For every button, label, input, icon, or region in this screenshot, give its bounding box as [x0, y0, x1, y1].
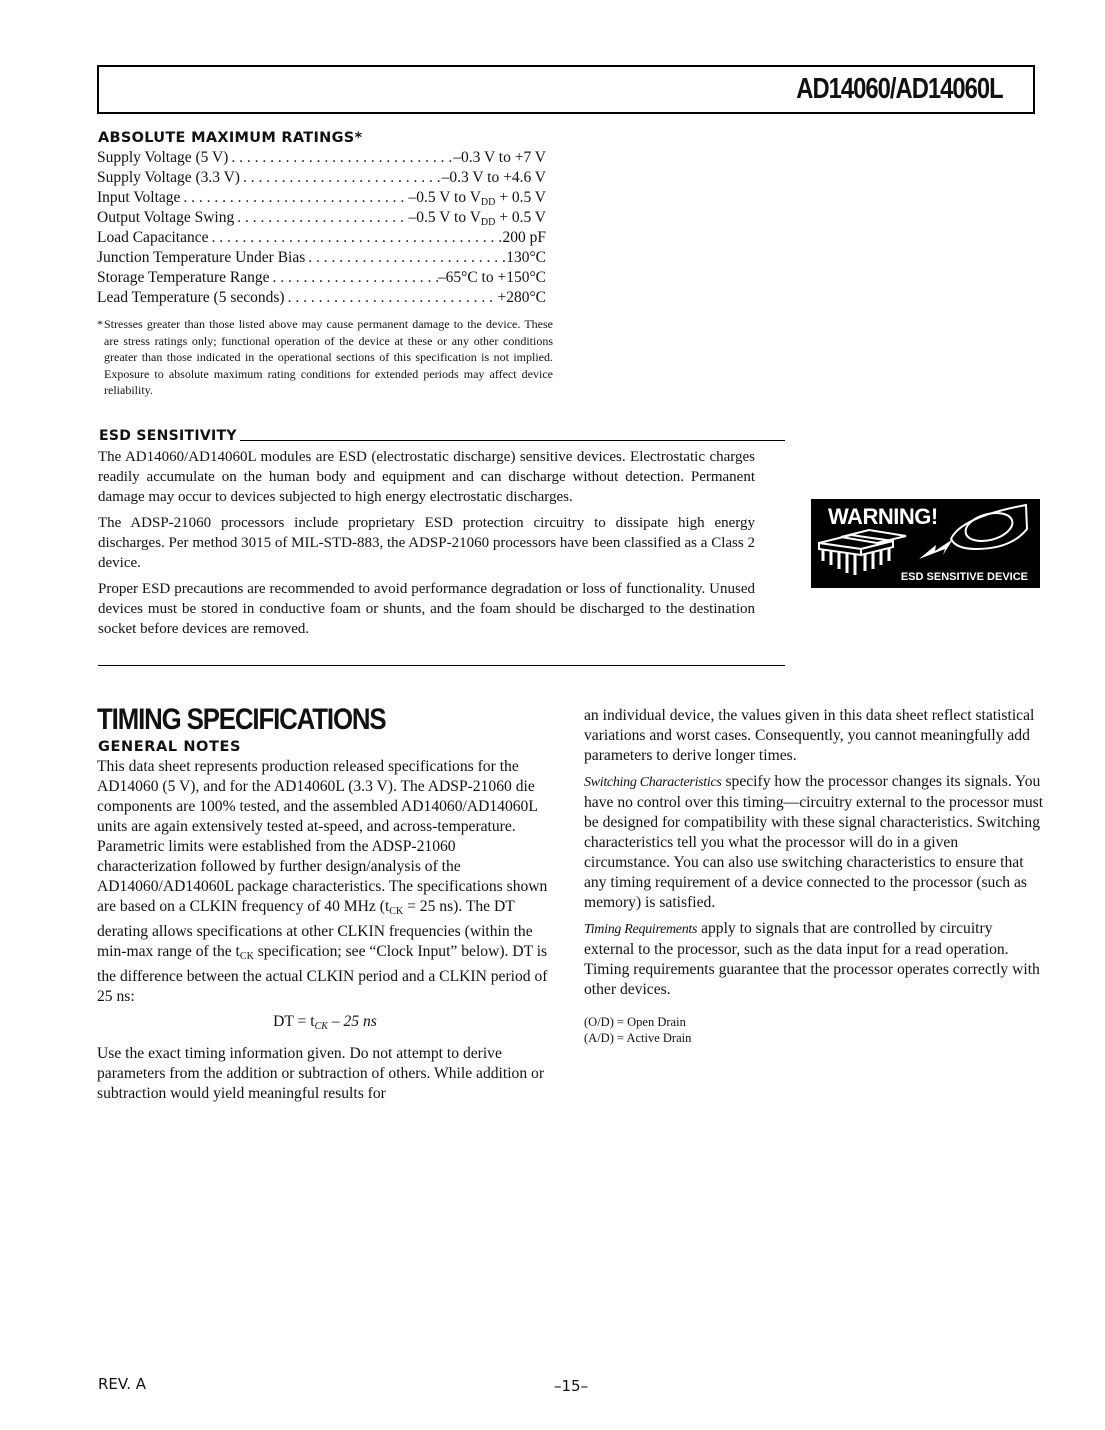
dt-equation	[97, 1012, 553, 1037]
value-subscript: DD	[480, 197, 496, 208]
rating-value: 130°C	[506, 249, 546, 266]
rating-row	[97, 288, 546, 308]
equation-rhs: – 25 ns	[327, 1013, 377, 1030]
section-divider	[98, 665, 785, 666]
dot-leader	[240, 168, 442, 188]
rating-label: Input Voltage	[97, 189, 181, 206]
rating-value: –0.3 V to +4.6 V	[441, 169, 546, 186]
heading-rule	[240, 440, 785, 441]
term-timing-requirements: Timing Requirements	[584, 922, 698, 937]
subscript: CK	[389, 906, 404, 917]
rating-value: –65°C to +150°C	[437, 269, 546, 286]
rating-row	[97, 188, 546, 208]
value-text: + 0.5 V	[495, 189, 546, 206]
timing-specifications-title: TIMING SPECIFICATIONS	[97, 703, 386, 736]
timing-requirements-paragraph	[584, 919, 1044, 1000]
rating-row	[97, 228, 546, 248]
rating-label: Supply Voltage (3.3 V)	[97, 169, 240, 186]
equation-lhs: DT = t	[273, 1013, 315, 1030]
rating-row	[97, 248, 546, 268]
general-notes-heading: GENERAL NOTES	[98, 739, 242, 755]
dot-leader	[285, 288, 498, 308]
rating-value: 200 pF	[502, 229, 546, 246]
text-run: This data sheet represents production released specifications for the AD14060 (5 V), and for the AD14060L (3.3 V). The ADSP-21060 die components are 100% tested, and the assembled AD14060/AD14060L units are again extensively tested at-speed, and across-temperature. Parametric limits were established from the ADSP-21060 characterization followed by further design/analysis of the AD14060/AD14060L package characteristics. The specifications shown are based on a CLKIN frequency of 40 MHz (t	[97, 758, 548, 915]
rating-label: Load Capacitance	[97, 229, 209, 246]
rating-label: Storage Temperature Range	[97, 269, 270, 286]
value-text: + 0.5 V	[495, 209, 546, 226]
text-run: specify how the processor changes its signals. You have no control over this timing—circuitry external to the processor must be designed for compatibility with these signal characteristics. Switching characteristics tell you what the processor will do in a given circumstance. You can also use switching characteristics to ensure that any timing requirement of a device connected to the processor (such as memory) is satisfied.	[584, 773, 1044, 911]
document-title: AD14060/AD14060L	[796, 73, 1003, 105]
footnote-marker: *	[97, 317, 103, 331]
esd-paragraph: The AD14060/AD14060L modules are ESD (electrostatic discharge) sensitive devices. Electrostatic charges readily accumulate on the human body and equipment and can discharge without detection. Permanent damage may occur to devices subjected to high energy electrostatic discharges.	[98, 449, 755, 505]
text-run: specification; see “Clock Input” below). DT is the difference between the actual CLKIN period and a CLKIN period of 25 ns:	[97, 943, 548, 1005]
text-run: = 25 ns). The DT derating allows specifications at other CLKIN frequencies (within the min-max range of the t	[97, 898, 533, 960]
footnote-text: Stresses greater than those listed above may cause permanent damage to the device. These are stress ratings only; functional operation of the device at these or any other conditions greater than those indicated in the operational sections of this specification is not implied. Exposure to absolute maximum rating conditions for extended periods may affect device reliability.	[104, 317, 553, 397]
dot-leader	[208, 228, 502, 248]
warning-caption: ESD SENSITIVE DEVICE	[900, 571, 1028, 583]
rating-label: Junction Temperature Under Bias	[97, 249, 306, 266]
value-text: –0.5 V to V	[408, 189, 481, 206]
absolute-max-ratings-list	[97, 148, 546, 308]
abbreviation-active-drain: (A/D) = Active Drain	[584, 1031, 692, 1045]
esd-heading: ESD SENSITIVITY	[99, 428, 237, 444]
rating-row	[97, 208, 546, 228]
dot-leader	[180, 188, 408, 208]
revision-label: REV. A	[98, 1375, 147, 1393]
abbreviations-list	[584, 1014, 1044, 1046]
rating-value: +280°C	[497, 289, 546, 306]
rating-label: Lead Temperature (5 seconds)	[97, 289, 285, 306]
rating-value	[409, 208, 546, 228]
page-number: –15–	[554, 1377, 589, 1395]
equation-subscript: CK	[314, 1021, 328, 1032]
general-notes-paragraph: Use the exact timing information given. Do not attempt to derive parameters from the addition or subtraction of others. While addition or subtraction would yield meaningful results for	[97, 1045, 545, 1102]
switching-characteristics-paragraph	[584, 772, 1044, 913]
value-subscript: DD	[480, 217, 496, 228]
general-notes-paragraph: an individual device, the values given in this data sheet reflect statistical variations and worst cases. Consequently, you cannot meaningfully add parameters to derive longer times.	[584, 707, 1035, 764]
left-column	[97, 757, 553, 1104]
esd-body	[98, 447, 755, 645]
abbreviation-open-drain: (O/D) = Open Drain	[584, 1015, 686, 1029]
rating-value: –0.3 V to +7 V	[453, 149, 546, 166]
dot-leader	[305, 248, 506, 268]
absolute-max-ratings-heading: ABSOLUTE MAXIMUM RATINGS*	[98, 130, 363, 146]
esd-warning-badge	[811, 499, 1040, 588]
dot-leader	[228, 148, 453, 168]
esd-paragraph: Proper ESD precautions are recommended to avoid performance degradation or loss of functionality. Unused devices must be stored in conductive foam or shunts, and the foam should be discharged to the destination socket before devices are removed.	[98, 581, 755, 637]
rating-label: Supply Voltage (5 V)	[97, 149, 229, 166]
term-switching-characteristics: Switching Characteristics	[584, 775, 722, 790]
esd-paragraph: The ADSP-21060 processors include proprietary ESD protection circuitry to dissipate high energy discharges. Per method 3015 of MIL-STD-883, the ADSP-21060 processors have been classified as a Class 2 device.	[98, 515, 755, 571]
ratings-footnote	[97, 316, 553, 399]
text-run: apply to signals that are controlled by circuitry external to the processor, such as the data input for a read operation. Timing requirements guarantee that the processor operates correctly with other devices.	[584, 920, 1040, 998]
value-text: –0.5 V to V	[408, 209, 481, 226]
rating-row	[97, 148, 546, 168]
dot-leader	[234, 208, 408, 228]
header-box	[97, 65, 1035, 114]
dot-leader	[270, 268, 438, 288]
subscript: CK	[239, 951, 254, 962]
rating-value	[409, 188, 546, 208]
rating-label: Output Voltage Swing	[97, 209, 235, 226]
warning-title: WARNING!	[828, 504, 938, 529]
general-notes-paragraph	[97, 757, 553, 1007]
esd-heading-row	[99, 428, 785, 444]
rating-row	[97, 168, 546, 188]
right-column	[584, 706, 1044, 1046]
rating-row	[97, 268, 546, 288]
